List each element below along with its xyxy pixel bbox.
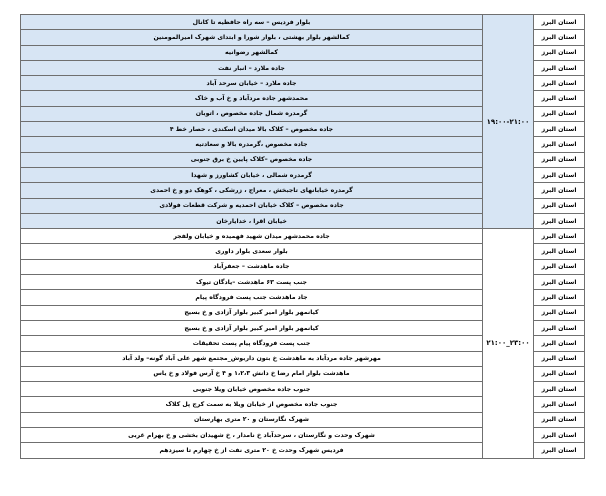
address-cell: جاده مخصوص –کلاک پایین خ برق جنوبی bbox=[21, 152, 483, 167]
province-cell: استان البرز bbox=[534, 351, 585, 366]
address-cell: ماهدشت بلوار امام رضا خ دانش ۱،۲،۳ و ۴ خ آرس فولاد و خ یاس bbox=[21, 366, 483, 381]
province-cell: استان البرز bbox=[534, 320, 585, 335]
province-cell: استان البرز bbox=[534, 443, 585, 458]
province-cell: استان البرز bbox=[534, 137, 585, 152]
address-cell: کیانمهر بلوار امیر کبیر بلوار آزادی و خ بسیج bbox=[21, 305, 483, 320]
address-cell: جنوب جاده مخصوص خیابان ویلا جنوبی bbox=[21, 382, 483, 397]
outage-schedule-table bbox=[20, 14, 585, 459]
address-cell: جاده ملارد – انبار نفت bbox=[21, 60, 483, 75]
province-cell: استان البرز bbox=[534, 412, 585, 427]
province-cell: استان البرز bbox=[534, 366, 585, 381]
address-cell: جاده ماهدشت – جعفرآباد bbox=[21, 259, 483, 274]
address-cell: جنب پست ۶۳ ماهدشت –یادگان تیوک bbox=[21, 275, 483, 290]
address-cell: کیانمهر بلوار امیر کبیر بلوار آزادی و خ بسیج bbox=[21, 320, 483, 335]
address-cell: جنوب جاده مخصوص از خیابان ویلا به سمت کرج پل کلاک bbox=[21, 397, 483, 412]
province-cell: استان البرز bbox=[534, 290, 585, 305]
province-cell: استان البرز bbox=[534, 60, 585, 75]
address-cell: گرمدره خیابانهای تاجبخش ، معراج ، زرشکی ، کوهک دو و خ احمدی bbox=[21, 183, 483, 198]
address-cell: جاده مخصوص ،گرمدره بالا و سعادتیه bbox=[21, 137, 483, 152]
address-cell: گرمدره شمالی ، خیابان کشاورز و شهدا bbox=[21, 167, 483, 182]
province-cell: استان البرز bbox=[534, 167, 585, 182]
province-cell: استان البرز bbox=[534, 244, 585, 259]
address-cell: بلوار سعدی بلوار داوری bbox=[21, 244, 483, 259]
address-cell: خیابان اقرا ، خدایارخان bbox=[21, 213, 483, 228]
address-cell: مهرشهر جاده مردآباد به ماهدشت خ بتون داربوش_مجتمع شهر علی آباد گونه– ولد آباد bbox=[21, 351, 483, 366]
address-cell: جاد ماهدشت جنب پست فرودگاه پیام bbox=[21, 290, 483, 305]
province-cell: استان البرز bbox=[534, 397, 585, 412]
province-cell: استان البرز bbox=[534, 305, 585, 320]
address-cell: شهرک وحدت و نگارستان ، سرحدآباد خ نامدار ، خ شهیدان بخشی و خ بهرام غربی bbox=[21, 428, 483, 443]
address-cell: کمالشهر رضوانیه bbox=[21, 45, 483, 60]
address-cell: بلوار فردیس – سه راه حافظیه تا کانال bbox=[21, 15, 483, 30]
province-cell: استان البرز bbox=[534, 259, 585, 274]
province-cell: استان البرز bbox=[534, 428, 585, 443]
province-cell: استان البرز bbox=[534, 198, 585, 213]
address-cell: جاده مخصوص – کلاک بالا میدان اسکندی ، حصار خط ۴ bbox=[21, 122, 483, 137]
province-cell: استان البرز bbox=[534, 122, 585, 137]
address-cell: محمدشهر جاده مردآباد و خ آب و خاک bbox=[21, 91, 483, 106]
time-window-cell: ۲۱:۰۰_۲۳:۰۰ bbox=[483, 229, 534, 458]
province-cell: استان البرز bbox=[534, 91, 585, 106]
province-cell: استان البرز bbox=[534, 15, 585, 30]
table-row bbox=[21, 229, 585, 244]
province-cell: استان البرز bbox=[534, 275, 585, 290]
address-cell: جنب پست فرودگاه پیام پست تحقیقات bbox=[21, 336, 483, 351]
province-cell: استان البرز bbox=[534, 152, 585, 167]
province-cell: استان البرز bbox=[534, 76, 585, 91]
province-cell: استان البرز bbox=[534, 183, 585, 198]
address-cell: شهرک نگارستان و ۲۰ متری بهارستان bbox=[21, 412, 483, 427]
table-row bbox=[21, 15, 585, 30]
province-cell: استان البرز bbox=[534, 229, 585, 244]
province-cell: استان البرز bbox=[534, 45, 585, 60]
address-cell: جاده ملارد – خیابان سرحد آباد bbox=[21, 76, 483, 91]
province-cell: استان البرز bbox=[534, 382, 585, 397]
province-cell: استان البرز bbox=[534, 336, 585, 351]
province-cell: استان البرز bbox=[534, 30, 585, 45]
address-cell: جاده مخصوص – کلاک خیابان احمدیه و شرکت قطعات فولادی bbox=[21, 198, 483, 213]
address-cell: گرمدره شمال جاده مخصوص ، اتوبان bbox=[21, 106, 483, 121]
province-cell: استان البرز bbox=[534, 106, 585, 121]
address-cell: فردیس شهرک وحدت خ ۲۰ متری نفت از خ چهارم تا سیزدهم bbox=[21, 443, 483, 458]
province-cell: استان البرز bbox=[534, 213, 585, 228]
time-window-cell: ۱۹:۰۰-۲۱:۰۰ bbox=[483, 15, 534, 229]
address-cell: کمالشهر بلوار بهشتی ، بلوار شورا و ابتدای شهرک امیرالمومنین bbox=[21, 30, 483, 45]
address-cell: جاده محمدشهر میدان شهید فهمیده و خیابان ولفجر bbox=[21, 229, 483, 244]
